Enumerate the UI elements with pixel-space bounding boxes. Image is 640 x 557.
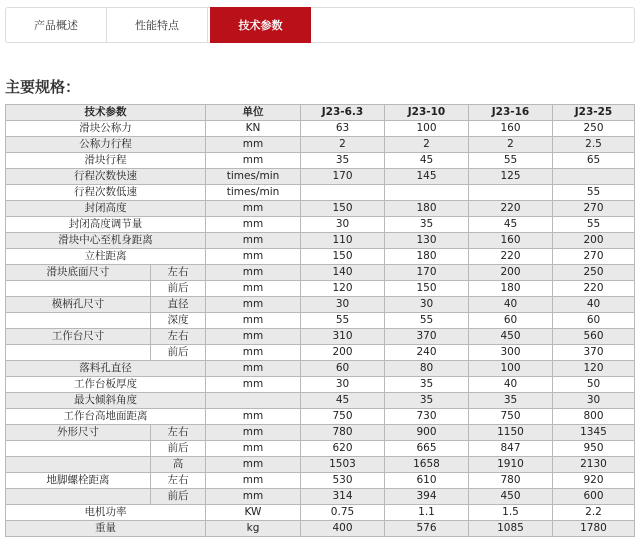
value-cell: 220 <box>469 201 553 217</box>
table-row <box>6 281 635 297</box>
value-cell: 310 <box>301 329 385 345</box>
value-cell: 2 <box>385 137 469 153</box>
param-sub: 深度 <box>151 313 206 329</box>
param-name: 工作台板厚度 <box>6 377 206 393</box>
value-cell: 750 <box>301 409 385 425</box>
unit-cell: mm <box>206 377 301 393</box>
value-cell: 120 <box>301 281 385 297</box>
param-sub: 左右 <box>151 425 206 441</box>
value-cell: 560 <box>553 329 635 345</box>
column-header: 技术参数 <box>6 105 206 121</box>
value-cell: 800 <box>553 409 635 425</box>
value-cell: 145 <box>385 169 469 185</box>
value-cell: 270 <box>553 201 635 217</box>
value-cell: 730 <box>385 409 469 425</box>
value-cell: 200 <box>553 233 635 249</box>
value-cell: 2 <box>301 137 385 153</box>
spec-table <box>5 104 635 537</box>
unit-cell: mm <box>206 361 301 377</box>
table-header-row <box>6 105 635 121</box>
table-row <box>6 441 635 457</box>
value-cell <box>301 185 385 201</box>
table-row <box>6 201 635 217</box>
value-cell: 55 <box>385 313 469 329</box>
value-cell: 50 <box>553 377 635 393</box>
table-row <box>6 265 635 281</box>
value-cell: 40 <box>553 297 635 313</box>
value-cell: 1085 <box>469 521 553 537</box>
value-cell: 100 <box>469 361 553 377</box>
value-cell: 370 <box>385 329 469 345</box>
value-cell: 180 <box>469 281 553 297</box>
param-sub: 高 <box>151 457 206 473</box>
value-cell: 2130 <box>553 457 635 473</box>
unit-cell: times/min <box>206 185 301 201</box>
value-cell: 30 <box>301 297 385 313</box>
param-sub: 直径 <box>151 297 206 313</box>
table-row <box>6 121 635 137</box>
unit-cell: mm <box>206 217 301 233</box>
table-row <box>6 425 635 441</box>
unit-cell: mm <box>206 473 301 489</box>
param-name: 工作台尺寸 <box>6 329 151 345</box>
value-cell: 150 <box>301 201 385 217</box>
value-cell: 170 <box>385 265 469 281</box>
param-name <box>6 489 151 505</box>
table-row <box>6 233 635 249</box>
value-cell: 1503 <box>301 457 385 473</box>
param-name: 模柄孔尺寸 <box>6 297 151 313</box>
value-cell: 1.1 <box>385 505 469 521</box>
table-row <box>6 153 635 169</box>
unit-cell: kg <box>206 521 301 537</box>
value-cell: 610 <box>385 473 469 489</box>
value-cell: 55 <box>553 217 635 233</box>
value-cell: 150 <box>385 281 469 297</box>
table-row <box>6 409 635 425</box>
value-cell: 55 <box>553 185 635 201</box>
table-row <box>6 137 635 153</box>
column-header: J23-10 <box>385 105 469 121</box>
value-cell: 2.2 <box>553 505 635 521</box>
unit-cell: mm <box>206 329 301 345</box>
value-cell: 220 <box>469 249 553 265</box>
value-cell: 170 <box>301 169 385 185</box>
value-cell: 160 <box>469 233 553 249</box>
unit-cell <box>206 393 301 409</box>
tab-features[interactable]: 性能特点 <box>107 8 208 42</box>
param-sub: 左右 <box>151 329 206 345</box>
value-cell: 2 <box>469 137 553 153</box>
unit-cell: mm <box>206 457 301 473</box>
unit-cell: mm <box>206 297 301 313</box>
value-cell: 55 <box>469 153 553 169</box>
table-row <box>6 505 635 521</box>
unit-cell: mm <box>206 233 301 249</box>
param-name: 立柱距离 <box>6 249 206 265</box>
table-row <box>6 345 635 361</box>
column-header: J23-6.3 <box>301 105 385 121</box>
value-cell: 1.5 <box>469 505 553 521</box>
value-cell: 150 <box>301 249 385 265</box>
value-cell: 60 <box>301 361 385 377</box>
param-name: 行程次数低速 <box>6 185 206 201</box>
value-cell: 30 <box>385 297 469 313</box>
value-cell: 180 <box>385 249 469 265</box>
value-cell: 160 <box>469 121 553 137</box>
value-cell: 394 <box>385 489 469 505</box>
value-cell: 600 <box>553 489 635 505</box>
param-name: 最大倾斜角度 <box>6 393 206 409</box>
param-name <box>6 313 151 329</box>
value-cell: 35 <box>469 393 553 409</box>
value-cell: 450 <box>469 329 553 345</box>
value-cell: 220 <box>553 281 635 297</box>
param-name: 滑块行程 <box>6 153 206 169</box>
column-header: 单位 <box>206 105 301 121</box>
value-cell: 45 <box>385 153 469 169</box>
param-name <box>6 345 151 361</box>
param-name: 滑块底面尺寸 <box>6 265 151 281</box>
unit-cell: mm <box>206 281 301 297</box>
param-name: 公称力行程 <box>6 137 206 153</box>
value-cell: 900 <box>385 425 469 441</box>
value-cell: 780 <box>469 473 553 489</box>
unit-cell: mm <box>206 201 301 217</box>
value-cell: 125 <box>469 169 553 185</box>
value-cell: 847 <box>469 441 553 457</box>
param-sub: 左右 <box>151 265 206 281</box>
table-row <box>6 457 635 473</box>
value-cell: 400 <box>301 521 385 537</box>
value-cell: 780 <box>301 425 385 441</box>
param-sub: 左右 <box>151 473 206 489</box>
value-cell <box>385 185 469 201</box>
value-cell: 920 <box>553 473 635 489</box>
tab-product-overview[interactable]: 产品概述 <box>6 8 107 42</box>
param-name: 滑块中心至机身距离 <box>6 233 206 249</box>
param-name: 工作台高地面距离 <box>6 409 206 425</box>
value-cell: 35 <box>385 217 469 233</box>
value-cell: 576 <box>385 521 469 537</box>
value-cell: 300 <box>469 345 553 361</box>
value-cell: 35 <box>385 393 469 409</box>
value-cell: 530 <box>301 473 385 489</box>
table-row <box>6 313 635 329</box>
value-cell: 40 <box>469 377 553 393</box>
value-cell: 1658 <box>385 457 469 473</box>
section-heading: 主要规格： <box>5 78 81 96</box>
param-name <box>6 441 151 457</box>
value-cell: 80 <box>385 361 469 377</box>
unit-cell: mm <box>206 409 301 425</box>
value-cell: 35 <box>385 377 469 393</box>
param-name: 落料孔直径 <box>6 361 206 377</box>
value-cell: 1150 <box>469 425 553 441</box>
value-cell: 100 <box>385 121 469 137</box>
table-row <box>6 249 635 265</box>
value-cell: 0.75 <box>301 505 385 521</box>
value-cell: 950 <box>553 441 635 457</box>
value-cell: 45 <box>301 393 385 409</box>
value-cell: 45 <box>469 217 553 233</box>
param-name: 滑块公称力 <box>6 121 206 137</box>
param-name: 外形尺寸 <box>6 425 151 441</box>
table-row <box>6 489 635 505</box>
table-row <box>6 361 635 377</box>
value-cell <box>469 185 553 201</box>
unit-cell: mm <box>206 137 301 153</box>
value-cell: 314 <box>301 489 385 505</box>
value-cell: 200 <box>469 265 553 281</box>
param-name: 地脚螺栓距离 <box>6 473 151 489</box>
value-cell: 180 <box>385 201 469 217</box>
value-cell: 200 <box>301 345 385 361</box>
param-name: 行程次数快速 <box>6 169 206 185</box>
column-header: J23-16 <box>469 105 553 121</box>
table-row <box>6 185 635 201</box>
value-cell: 120 <box>553 361 635 377</box>
value-cell: 140 <box>301 265 385 281</box>
unit-cell: mm <box>206 345 301 361</box>
param-sub: 前后 <box>151 345 206 361</box>
value-cell: 270 <box>553 249 635 265</box>
param-name: 封闭高度调节量 <box>6 217 206 233</box>
unit-cell: mm <box>206 249 301 265</box>
value-cell: 620 <box>301 441 385 457</box>
value-cell: 30 <box>301 377 385 393</box>
table-row <box>6 393 635 409</box>
table-row <box>6 217 635 233</box>
value-cell: 250 <box>553 121 635 137</box>
value-cell: 30 <box>301 217 385 233</box>
param-name: 电机功率 <box>6 505 206 521</box>
unit-cell: mm <box>206 265 301 281</box>
value-cell: 30 <box>553 393 635 409</box>
unit-cell: KN <box>206 121 301 137</box>
table-row <box>6 297 635 313</box>
value-cell: 110 <box>301 233 385 249</box>
param-name <box>6 281 151 297</box>
unit-cell: mm <box>206 153 301 169</box>
table-row <box>6 329 635 345</box>
value-cell: 665 <box>385 441 469 457</box>
value-cell: 65 <box>553 153 635 169</box>
table-row <box>6 521 635 537</box>
unit-cell: times/min <box>206 169 301 185</box>
value-cell: 240 <box>385 345 469 361</box>
param-name <box>6 457 151 473</box>
param-name: 封闭高度 <box>6 201 206 217</box>
value-cell: 60 <box>553 313 635 329</box>
value-cell: 40 <box>469 297 553 313</box>
unit-cell: mm <box>206 489 301 505</box>
value-cell: 35 <box>301 153 385 169</box>
value-cell: 130 <box>385 233 469 249</box>
unit-cell: KW <box>206 505 301 521</box>
param-sub: 前后 <box>151 441 206 457</box>
unit-cell: mm <box>206 441 301 457</box>
column-header: J23-25 <box>553 105 635 121</box>
value-cell: 2.5 <box>553 137 635 153</box>
tab-bar <box>5 7 635 43</box>
value-cell: 750 <box>469 409 553 425</box>
value-cell: 63 <box>301 121 385 137</box>
value-cell <box>553 169 635 185</box>
value-cell: 1910 <box>469 457 553 473</box>
value-cell: 370 <box>553 345 635 361</box>
table-row <box>6 169 635 185</box>
value-cell: 60 <box>469 313 553 329</box>
value-cell: 1780 <box>553 521 635 537</box>
param-sub: 前后 <box>151 489 206 505</box>
param-name: 重量 <box>6 521 206 537</box>
unit-cell: mm <box>206 425 301 441</box>
value-cell: 1345 <box>553 425 635 441</box>
param-sub: 前后 <box>151 281 206 297</box>
value-cell: 55 <box>301 313 385 329</box>
value-cell: 250 <box>553 265 635 281</box>
table-row <box>6 473 635 489</box>
unit-cell: mm <box>206 313 301 329</box>
value-cell: 450 <box>469 489 553 505</box>
tab-tech-params[interactable]: 技术参数 <box>210 7 311 43</box>
table-row <box>6 377 635 393</box>
